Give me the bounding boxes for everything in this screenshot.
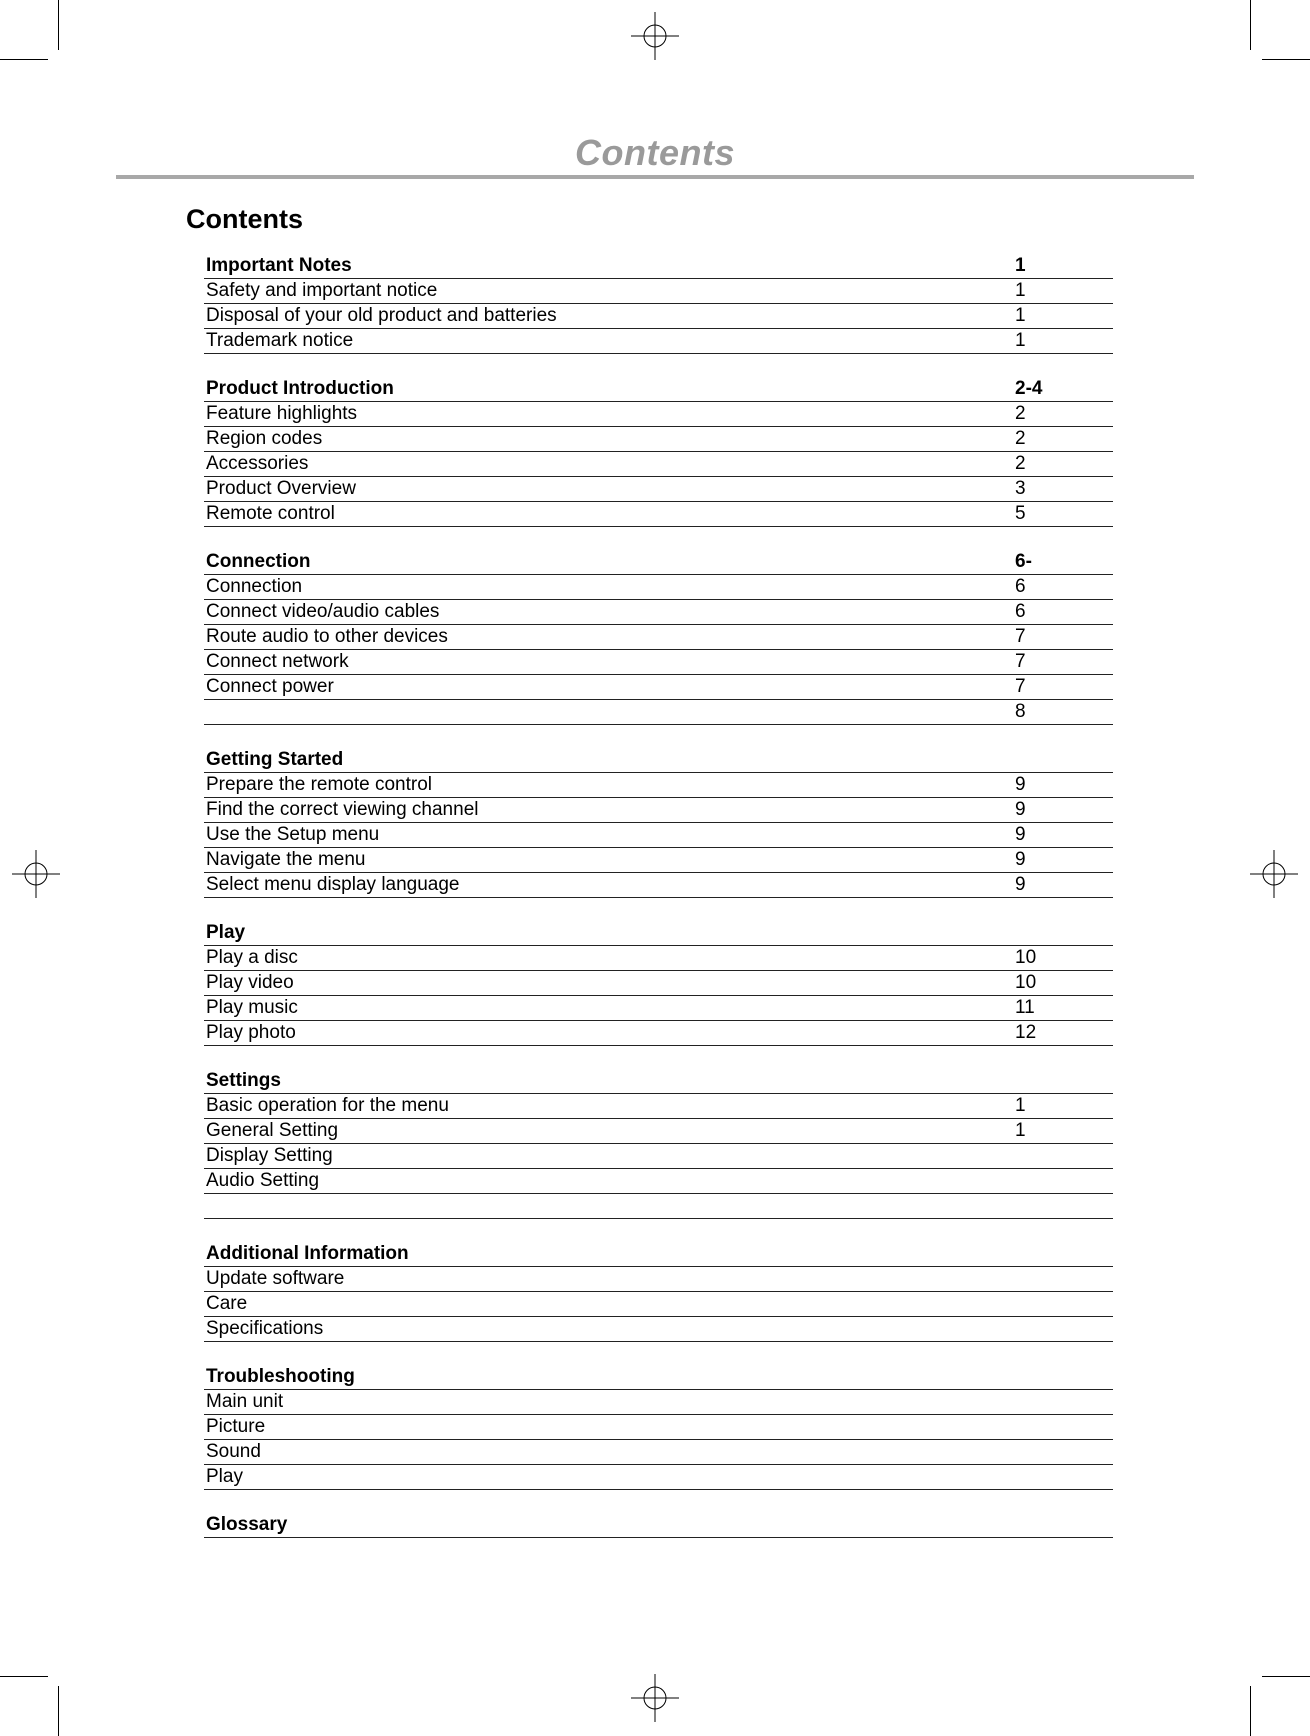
registration-mark-icon	[631, 12, 679, 60]
entry-title: Accessories	[206, 453, 309, 474]
toc-entry[interactable]	[204, 1194, 1113, 1219]
entry-page-number: 9	[1015, 774, 1026, 795]
entry-page-number: 1	[1015, 280, 1026, 301]
entry-title: Connection	[206, 576, 303, 597]
entry-page-number: 9	[1015, 874, 1026, 895]
toc-entry[interactable]	[204, 477, 1113, 502]
toc-entry[interactable]	[204, 823, 1113, 848]
section-title: Play	[206, 922, 246, 943]
toc-entry[interactable]	[204, 971, 1113, 996]
toc-entry[interactable]	[204, 600, 1113, 625]
entry-title: Product Overview	[206, 478, 356, 499]
section-title: Product Introduction	[206, 378, 394, 399]
entry-page-number: 6	[1015, 601, 1026, 622]
toc-entry[interactable]	[204, 1119, 1113, 1144]
entry-title: Route audio to other devices	[206, 626, 448, 647]
entry-title: Remote control	[206, 503, 335, 524]
entry-title: Trademark notice	[206, 330, 354, 351]
entry-title: Update software	[206, 1268, 345, 1289]
entry-page-number: 2	[1015, 403, 1026, 424]
toc-entry[interactable]	[204, 1267, 1113, 1292]
toc-entry[interactable]	[204, 1292, 1113, 1317]
entry-page-number: 9	[1015, 799, 1026, 820]
entry-page-number: 10	[1015, 972, 1037, 993]
entry-title: Find the correct viewing channel	[206, 799, 479, 820]
toc-section-heading[interactable]	[204, 1513, 1113, 1538]
crop-mark	[1250, 0, 1251, 50]
entry-page-number: 9	[1015, 824, 1026, 845]
toc-entry[interactable]	[204, 625, 1113, 650]
entry-page-number: 1	[1015, 1120, 1026, 1141]
page-header-title: Contents	[575, 132, 735, 173]
toc-entry[interactable]	[204, 329, 1113, 354]
entry-title: Connect network	[206, 651, 349, 672]
entry-title: Play photo	[206, 1022, 296, 1043]
entry-title: Main unit	[206, 1391, 284, 1412]
entry-title: Sound	[206, 1441, 261, 1462]
entry-page-number: 12	[1015, 1022, 1037, 1043]
section-title: Troubleshooting	[206, 1366, 355, 1387]
entry-title: Play video	[206, 972, 294, 993]
entry-title: Use the Setup menu	[206, 824, 380, 845]
entry-title: Region codes	[206, 428, 323, 449]
entry-page-number: 2	[1015, 428, 1026, 449]
entry-title: Select menu display language	[206, 874, 460, 895]
toc-entry[interactable]	[204, 1317, 1113, 1342]
section-gap	[204, 1490, 1113, 1513]
toc-entry[interactable]	[204, 502, 1113, 527]
toc-entry[interactable]	[204, 452, 1113, 477]
entry-title: Audio Setting	[206, 1170, 320, 1191]
entry-page-number: 10	[1015, 947, 1037, 968]
entry-title: Play a disc	[206, 947, 298, 968]
crop-mark	[58, 1686, 59, 1736]
toc-title: Contents	[186, 204, 303, 234]
crop-mark	[0, 1676, 48, 1677]
toc-entry[interactable]	[204, 675, 1113, 700]
section-page-number: 2-4	[1015, 378, 1043, 399]
toc-entry[interactable]	[204, 1144, 1113, 1169]
section-title: Important Notes	[206, 255, 352, 276]
crop-mark	[1262, 1676, 1310, 1677]
header-rule	[116, 175, 1194, 179]
toc-entry[interactable]	[204, 304, 1113, 329]
entry-title: Connect power	[206, 676, 334, 697]
entry-page-number: 7	[1015, 676, 1026, 697]
entry-page-number: 5	[1015, 503, 1026, 524]
toc-entry[interactable]	[204, 1440, 1113, 1465]
entry-title: Prepare the remote control	[206, 774, 433, 795]
entry-page-number: 6	[1015, 576, 1026, 597]
section-gap	[204, 898, 1113, 921]
toc-entry[interactable]	[204, 279, 1113, 304]
section-gap	[204, 354, 1113, 377]
crop-mark	[1262, 59, 1310, 60]
entry-title: Display Setting	[206, 1145, 333, 1166]
entry-title: Basic operation for the menu	[206, 1095, 449, 1116]
entry-page-number: 8	[1015, 701, 1026, 722]
toc-entry[interactable]	[204, 427, 1113, 452]
toc-entry[interactable]	[204, 946, 1113, 971]
registration-mark-icon	[12, 850, 60, 898]
entry-title: Navigate the menu	[206, 849, 366, 870]
toc-section-heading[interactable]	[204, 377, 1113, 402]
section-gap	[204, 1046, 1113, 1069]
toc-entry[interactable]	[204, 773, 1113, 798]
entry-title: Play music	[206, 997, 298, 1018]
toc-entry[interactable]	[204, 575, 1113, 600]
section-gap	[204, 1342, 1113, 1365]
section-page-number: 6-	[1015, 551, 1032, 572]
crop-mark	[1250, 1686, 1251, 1736]
entry-title: Safety and important notice	[206, 280, 438, 301]
entry-page-number: 7	[1015, 626, 1026, 647]
registration-mark-icon	[631, 1674, 679, 1722]
toc-entry[interactable]	[204, 873, 1113, 898]
entry-page-number: 1	[1015, 330, 1026, 351]
entry-title: Specifications	[206, 1318, 324, 1339]
entry-page-number: 11	[1015, 997, 1035, 1018]
entry-title: Care	[206, 1293, 248, 1314]
section-title: Settings	[206, 1070, 281, 1091]
toc-entry[interactable]	[204, 1390, 1113, 1415]
entry-title: Picture	[206, 1416, 266, 1437]
section-page-number: 1	[1015, 255, 1026, 276]
entry-title: Play	[206, 1466, 243, 1487]
entry-page-number: 1	[1015, 1095, 1026, 1116]
toc-entry[interactable]	[204, 1465, 1113, 1490]
entry-page-number: 7	[1015, 651, 1026, 672]
toc-entry[interactable]	[204, 848, 1113, 873]
toc-section-heading[interactable]	[204, 550, 1113, 575]
entry-title: Connect video/audio cables	[206, 601, 440, 622]
registration-mark-icon	[1250, 850, 1298, 898]
entry-title: Disposal of your old product and batteries	[206, 305, 557, 326]
crop-mark	[0, 59, 48, 60]
section-title: Connection	[206, 551, 311, 572]
toc-entry[interactable]	[204, 1094, 1113, 1119]
toc-entry[interactable]	[204, 402, 1113, 427]
section-gap	[204, 527, 1113, 550]
toc-section-heading[interactable]	[204, 748, 1113, 773]
section-title: Additional Information	[206, 1243, 409, 1264]
toc-entry[interactable]	[204, 1169, 1113, 1194]
section-title: Glossary	[206, 1514, 288, 1535]
toc-entry[interactable]	[204, 996, 1113, 1021]
entry-title: General Setting	[206, 1120, 339, 1141]
entry-title: Feature highlights	[206, 403, 358, 424]
toc-entry[interactable]	[204, 650, 1113, 675]
section-gap	[204, 725, 1113, 748]
toc-section-heading[interactable]	[204, 1365, 1113, 1390]
toc-entry[interactable]	[204, 700, 1113, 725]
toc-section-heading[interactable]	[204, 921, 1113, 946]
entry-page-number: 9	[1015, 849, 1026, 870]
entry-page-number: 3	[1015, 478, 1026, 499]
section-gap	[204, 1219, 1113, 1242]
table-of-contents	[204, 254, 1113, 1538]
section-title: Getting Started	[206, 749, 344, 770]
toc-section-heading[interactable]	[204, 1242, 1113, 1267]
entry-page-number: 1	[1015, 305, 1026, 326]
toc-entry[interactable]	[204, 1021, 1113, 1046]
toc-entry[interactable]	[204, 1415, 1113, 1440]
toc-section-heading[interactable]	[204, 1069, 1113, 1094]
toc-entry[interactable]	[204, 798, 1113, 823]
toc-section-heading[interactable]	[204, 254, 1113, 279]
crop-mark	[58, 0, 59, 50]
entry-page-number: 2	[1015, 453, 1026, 474]
